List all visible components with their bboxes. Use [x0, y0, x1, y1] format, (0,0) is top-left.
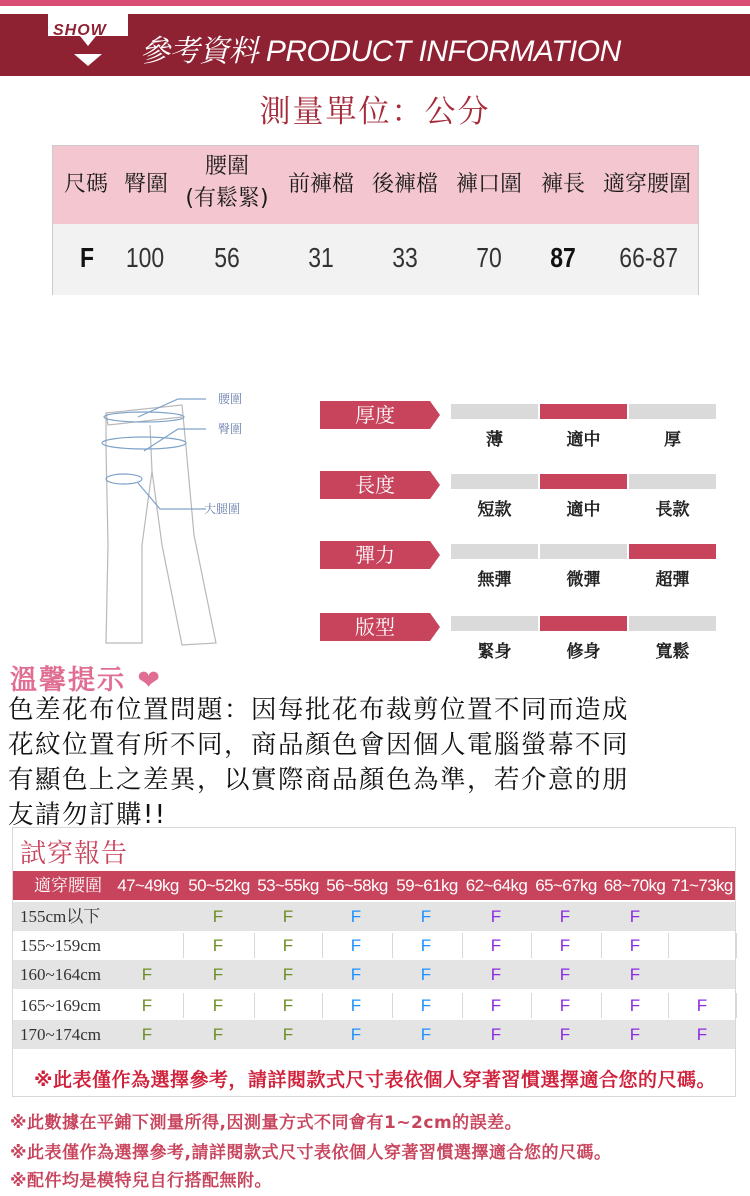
report-weight-column: 71~73kg: [671, 876, 733, 895]
report-cell: F: [282, 1025, 294, 1044]
tips-line: 有顯色上之差異，以實際商品顏色為準，若介意的朋: [8, 765, 630, 795]
label-waist: 腰圍: [218, 392, 243, 406]
report-cell: F: [420, 965, 432, 984]
header-size: 尺碼: [63, 172, 108, 197]
header-back-rise: 後褲檔: [371, 172, 438, 197]
heart-icon: ❤: [137, 665, 163, 696]
attribute-option: 微彈: [566, 570, 601, 590]
attribute-arrow: [430, 541, 440, 569]
report-cell: F: [559, 907, 571, 926]
header-fit-waist: 適穿腰圍: [602, 172, 691, 197]
header-front-rise: 前褲檔: [287, 172, 354, 197]
value-leg-opening: 70: [476, 242, 502, 273]
report-cell: F: [212, 996, 224, 1015]
attribute-option: 寬鬆: [655, 642, 690, 662]
attribute-option: 超彈: [655, 570, 690, 590]
report-weight-column: 56~58kg: [326, 876, 388, 895]
report-cell: F: [350, 1025, 362, 1044]
report-note: ※此表僅作為選擇參考，請詳閱款式尺寸表依個人穿著習慣選擇適合您的尺碼。: [34, 1069, 716, 1091]
attribute-option: 無彈: [477, 570, 512, 590]
report-cell: F: [629, 907, 641, 926]
report-cell: F: [420, 936, 432, 955]
attribute-arrow: [430, 613, 440, 641]
report-weight-column: 53~55kg: [257, 876, 319, 895]
report-cell: F: [350, 936, 362, 955]
header-length: 褲長: [540, 172, 585, 197]
attribute-segment: [451, 544, 538, 559]
report-weight-column: 65~67kg: [535, 876, 597, 895]
attribute-option: 短款: [477, 500, 512, 520]
header-waist-note: (有鬆緊): [185, 186, 269, 211]
report-cell: F: [559, 936, 571, 955]
report-row-label: 155cm以下: [20, 907, 101, 926]
value-front-rise: 31: [308, 242, 334, 273]
tips-title: [10, 658, 162, 697]
report-cell-divider: [736, 993, 737, 1018]
value-fit-waist: 66-87: [619, 242, 679, 273]
attribute-segment: [629, 474, 716, 489]
report-cell: F: [420, 996, 432, 1015]
report-row-label: 160~164cm: [20, 965, 101, 984]
label-thigh: 大腿圍: [204, 502, 241, 516]
top-accent-line: [0, 0, 750, 6]
report-cell: F: [212, 907, 224, 926]
attribute-label: 版型: [320, 613, 430, 641]
report-cell: F: [696, 1025, 708, 1044]
report-cell: F: [350, 907, 362, 926]
attribute-option: 適中: [566, 500, 601, 520]
report-weight-column: 59~61kg: [396, 876, 458, 895]
attribute-label: 長度: [320, 471, 430, 499]
report-cell: F: [141, 965, 153, 984]
attribute-option: 長款: [655, 500, 690, 520]
report-cell: F: [282, 907, 294, 926]
report-cell: F: [629, 1025, 641, 1044]
size-table-header: [53, 146, 698, 224]
report-cell: F: [629, 936, 641, 955]
attribute-segment: [451, 616, 538, 631]
attribute-label: 厚度: [320, 401, 430, 429]
label-hip: 臀圍: [218, 422, 243, 436]
report-row-label: 155~159cm: [20, 936, 101, 955]
tips-line: 花紋位置有所不同，商品顏色會因個人電腦螢幕不同: [8, 730, 630, 760]
report-row-label: 170~174cm: [20, 1025, 101, 1044]
footnote: ※配件均是模特兒自行搭配無附。: [10, 1171, 273, 1191]
footnote: ※此表僅作為選擇參考,請詳閱款式尺寸表依個人穿著習慣選擇適合您的尺碼。: [10, 1143, 612, 1163]
header-hip: 臀圍: [123, 172, 168, 197]
measurement-unit: 測量單位：公分: [259, 94, 491, 130]
report-cell-divider: [736, 933, 737, 958]
report-cell: F: [490, 965, 502, 984]
page-title: 參考資料 PRODUCT INFORMATION: [140, 35, 621, 68]
report-cell: F: [212, 1025, 224, 1044]
report-cell: F: [490, 907, 502, 926]
tips-line: 友請勿訂購!!: [8, 800, 167, 830]
tips-line: 色差花布位置問題：因每批花布裁剪位置不同而造成: [8, 695, 630, 725]
report-weight-column: 68~70kg: [603, 876, 666, 895]
attribute-option: 修身: [566, 642, 601, 662]
report-cell: F: [490, 996, 502, 1015]
footnote: ※此數據在平鋪下測量所得,因測量方式不同會有1~2cm的誤差。: [10, 1113, 523, 1133]
report-cell: F: [629, 965, 641, 984]
report-cell: F: [696, 996, 708, 1015]
attribute-segment: [629, 544, 716, 559]
report-cell: F: [212, 936, 224, 955]
attribute-segment: [629, 404, 716, 419]
attribute-segment: [540, 404, 627, 419]
pants-diagram: [78, 385, 278, 650]
attribute-label: 彈力: [320, 541, 430, 569]
attribute-option: 緊身: [477, 642, 512, 662]
report-row-label: 165~169cm: [20, 996, 101, 1015]
attribute-option: 適中: [566, 430, 601, 450]
attribute-segment: [540, 474, 627, 489]
report-cell: F: [420, 907, 432, 926]
value-back-rise: 33: [392, 242, 418, 273]
tips-body: [8, 693, 750, 833]
header-leg-opening: 褲口圍: [455, 172, 522, 197]
value-size: F: [79, 242, 95, 273]
report-cell: F: [350, 996, 362, 1015]
show-tag: SHOW: [53, 22, 107, 39]
report-cell: F: [141, 1025, 153, 1044]
tips-title-text: 溫馨提示: [10, 665, 126, 696]
report-cell: F: [212, 965, 224, 984]
report-cell: F: [350, 965, 362, 984]
header-waist: 腰圍: [204, 154, 249, 179]
report-cell: F: [282, 996, 294, 1015]
attribute-segment: [451, 404, 538, 419]
report-cell: F: [282, 965, 294, 984]
report-cell: F: [490, 936, 502, 955]
value-hip: 100: [125, 242, 165, 273]
attribute-segment: [540, 544, 627, 559]
size-table: [52, 145, 699, 295]
value-length: 87: [550, 242, 576, 273]
attribute-segment: [629, 616, 716, 631]
report-cell: F: [559, 965, 571, 984]
attribute-arrow: [430, 401, 440, 429]
report-weight-column: 50~52kg: [188, 876, 250, 895]
report-weight-column: 62~64kg: [465, 876, 528, 895]
value-waist: 56: [214, 242, 240, 273]
attribute-option: 厚: [664, 430, 681, 450]
report-title: 試穿報告: [20, 839, 129, 869]
report-header-label: 適穿腰圍: [34, 876, 102, 895]
attribute-segment: [540, 616, 627, 631]
attribute-option: 薄: [486, 430, 503, 450]
report-cell: F: [629, 996, 641, 1015]
report-cell: F: [490, 1025, 502, 1044]
report-cell: F: [282, 936, 294, 955]
report-cell: F: [420, 1025, 432, 1044]
attribute-arrow: [430, 471, 440, 499]
report-cell: F: [559, 996, 571, 1015]
report-cell: F: [141, 996, 153, 1015]
report-weight-column: 47~49kg: [117, 876, 179, 895]
attribute-segment: [451, 474, 538, 489]
report-cell: F: [559, 1025, 571, 1044]
